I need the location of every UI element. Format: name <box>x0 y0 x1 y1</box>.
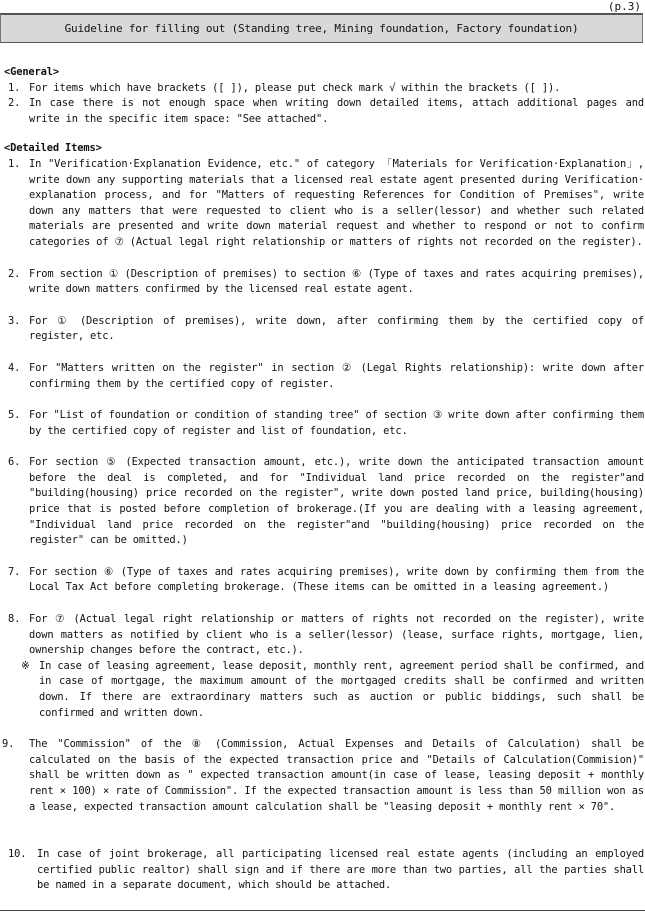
detailed-item-9 <box>4 737 644 815</box>
item-text: In "Verification·Explanation Evidence, etc." of category 「Materials for Verification·Explanation」, write down any supporting materials that a licensed real estate agent presented during Verification· explanation process, and for "Matters of requesting References for Condition of Premises", write down any matters that were requested to client who is a seller(lessor) and whether such related materials are presented and write down material request and whether to respond or not to confirm categories of ⑦ (Actual legal right relationship or matters of rights not recorded on the register). <box>29 157 644 248</box>
guideline-title: Guideline for filling out (Standing tree, Mining foundation, Factory foundation) <box>64 22 579 35</box>
item-number: 1. <box>8 157 21 170</box>
item-text: For ① (Description of premises), write down, after confirming them by the certified copy of register, etc. <box>29 314 644 343</box>
item-text: For ⑦ (Actual legal right relationship or matters of rights not recorded on the register), write down matters as notified by client who is a seller(lessor) (lease, surface rights, mortgage, lien, ownership changes before the contract, etc.). <box>29 613 644 657</box>
note-text: In case of leasing agreement, lease deposit, monthly rent, agreement period shall be confirmed, and in case of mortgage, the maximum amount of the mortgaged credits shall be confirmed and written down. If there are extraordinary matters such as auction or public biddings, such shall be confirmed and written down. <box>39 659 644 719</box>
item-text: For items which have brackets ([ ]), please put check mark √ within the brackets ([ ]). <box>29 81 561 94</box>
detailed-item-6 <box>4 455 644 549</box>
item-text: For section ⑥ (Type of taxes and rates acquiring premises), write down by confirming them from the Local Tax Act before completing brokerage. (These items can be omitted in a leasing agreement.) <box>29 565 644 594</box>
item-number: 4. <box>8 361 21 374</box>
detailed-item-1 <box>4 157 644 251</box>
item-8-note <box>4 659 644 721</box>
item-number: 10. <box>8 848 27 861</box>
detailed-item-4 <box>4 361 644 392</box>
detailed-item-2 <box>4 267 644 298</box>
general-item-1 <box>4 81 644 97</box>
general-heading: <General> <box>4 66 59 78</box>
item-number: 2. <box>8 97 21 110</box>
item-number: 3. <box>8 314 21 327</box>
item-text: For "List of foundation or condition of standing tree" of section ③ write down after confirming them by the certified copy of register and list of foundation, etc. <box>29 409 644 437</box>
item-text: In case of joint brokerage, all participating licensed real estate agents (including an employed certified public realtor) shall sign and if there are more than two parties, all the parties shall be named in a separate document, which should be attached. <box>37 848 644 892</box>
item-text: The "Commission" of the ⑧ (Commission, Actual Expenses and Details of Calculation) shall be calculated on the basis of the expected transaction price and "Details of Calculation(Commision)" shall be written down as " expected transaction amount(in case of lease, leasing deposit + monthly rent × 100) × rate of Commission". If the expected transaction amount is less than 50 million won as a lease, expected transaction amount calculation shall be "leasing deposit + monthly rent × 70". <box>29 738 644 813</box>
bottom-rule <box>0 910 645 911</box>
item-number: 6. <box>8 456 21 469</box>
guideline-title-bar <box>0 13 643 43</box>
detailed-item-10 <box>4 847 644 894</box>
item-number: 8. <box>8 613 21 626</box>
page-number: (p.3) <box>607 0 641 13</box>
detailed-item-7 <box>4 565 644 596</box>
item-number: 5. <box>8 409 21 422</box>
item-number: 7. <box>8 565 21 578</box>
reference-mark-icon: ※ <box>21 659 30 672</box>
item-number: 2. <box>8 267 21 280</box>
guideline-content <box>4 65 644 894</box>
general-item-2 <box>4 96 644 127</box>
detailed-item-5 <box>4 408 644 439</box>
item-text: For "Matters written on the register" in section ② (Legal Rights relationship): write down after confirming them by the certified copy of register. <box>29 361 644 390</box>
item-text: From section ① (Description of premises) to section ⑥ (Type of taxes and rates acquiring premises), write down matters confirmed by the licensed real estate agent. <box>29 267 644 296</box>
detailed-item-3 <box>4 314 644 345</box>
item-text: For section ⑤ (Expected transaction amount, etc.), write down the anticipated transaction amount before the deal is completed, and for "Individual land price recorded on the register"and "building(housing) price recorded on the register", write down posted land price, building(housing) price that is posted before completion of brokerage.(If you are dealing with a leasing agreement, "Individual land price recorded on the register"and "building(housing) price recorded on the register" can be omitted.) <box>29 456 644 547</box>
item-number: 9. <box>2 738 15 751</box>
item-number: 1. <box>8 81 21 94</box>
detailed-item-8 <box>4 612 644 659</box>
detailed-heading: <Detailed Items> <box>4 142 102 155</box>
item-text: In case there is not enough space when writing down detailed items, attach additional pages and write in the specific item space: "See attached". <box>29 97 644 125</box>
